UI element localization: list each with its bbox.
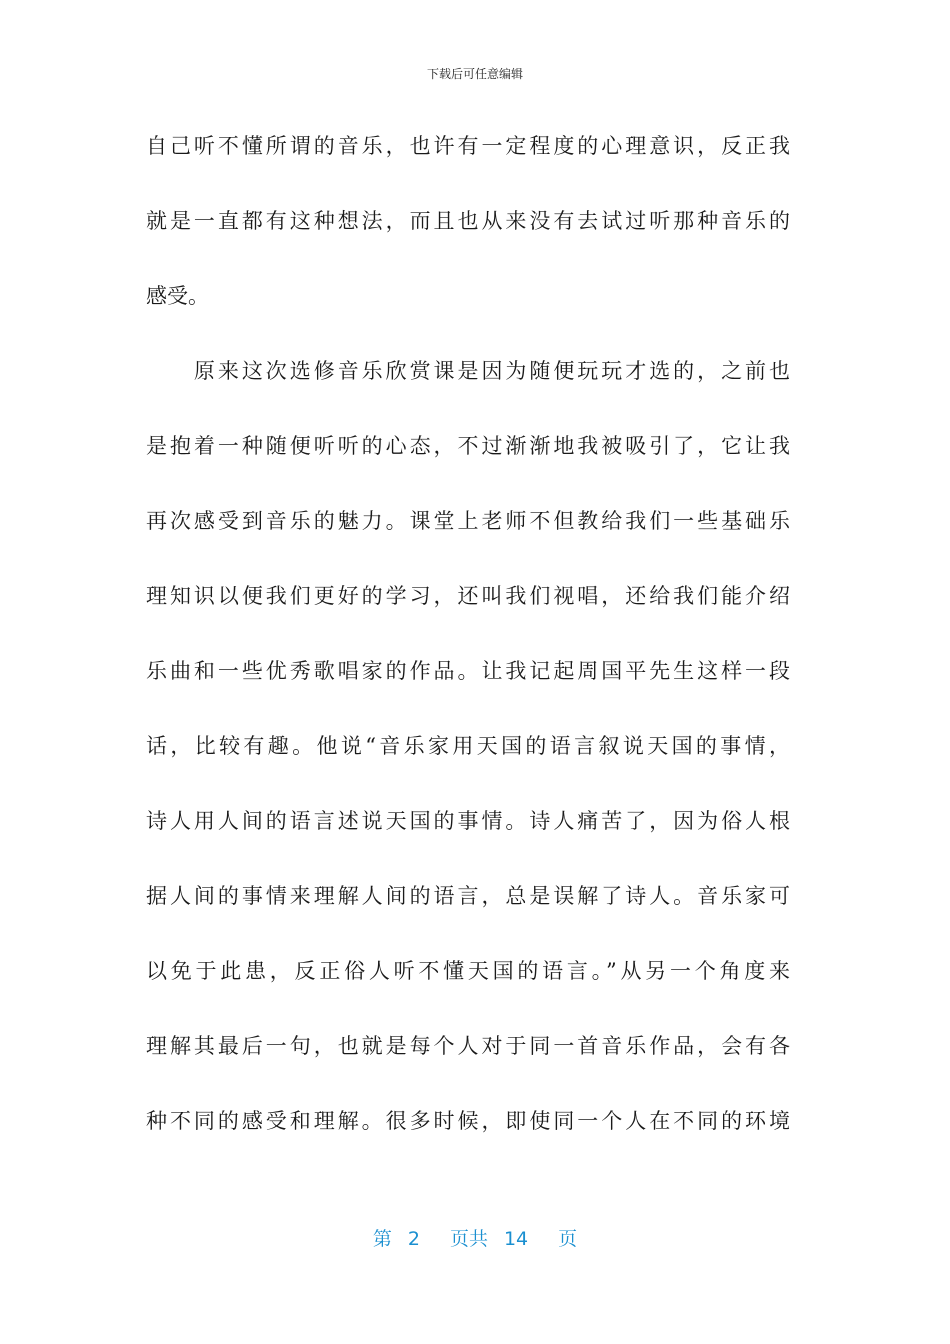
text-line: 理知识以便我们更好的学习，还叫我们视唱，还给我们能介绍: [146, 584, 790, 608]
text-line: 理解其最后一句，也就是每个人对于同一首音乐作品，会有各: [146, 1034, 790, 1058]
text-line: 话，比较有趣。他说“音乐家用天国的语言叙说天国的事情，: [146, 734, 790, 758]
footer-label-of: 页共: [449, 1228, 488, 1250]
text-line: 种不同的感受和理解。很多时候，即使同一个人在不同的环境: [146, 1109, 790, 1133]
text-line: 据人间的事情来理解人间的语言，总是误解了诗人。音乐家可: [146, 884, 790, 908]
text-line: 是抱着一种随便听听的心态，不过渐渐地我被吸引了，它让我: [146, 434, 790, 458]
footer-label-pages: 页: [558, 1228, 578, 1250]
text-line: 诗人用人间的语言述说天国的事情。诗人痛苦了，因为俗人根: [146, 809, 790, 833]
text-line: 以免于此患，反正俗人听不懂天国的语言。”从另一个角度来: [146, 959, 790, 983]
document-body: [146, 128, 790, 1178]
text-line: 就是一直都有这种想法，而且也从来没有去试过听那种音乐的: [146, 209, 790, 233]
text-line: 再次感受到音乐的魅力。课堂上老师不但教给我们一些基础乐: [146, 509, 790, 533]
page-footer: [0, 1226, 950, 1252]
text-line: 原来这次选修音乐欣赏课是因为随便玩玩才选的，之前也: [146, 359, 790, 383]
footer-label-page: 第: [372, 1228, 392, 1250]
text-line: 自己听不懂所谓的音乐，也许有一定程度的心理意识，反正我: [146, 134, 790, 158]
text-line: 乐曲和一些优秀歌唱家的作品。让我记起周国平先生这样一段: [146, 659, 790, 683]
total-pages-number: 14: [503, 1228, 529, 1250]
header-text: 下载后可任意编辑: [426, 67, 523, 81]
current-page-number: 2: [407, 1228, 420, 1250]
page-header: [0, 66, 950, 82]
text-line: 感受。: [146, 284, 209, 308]
